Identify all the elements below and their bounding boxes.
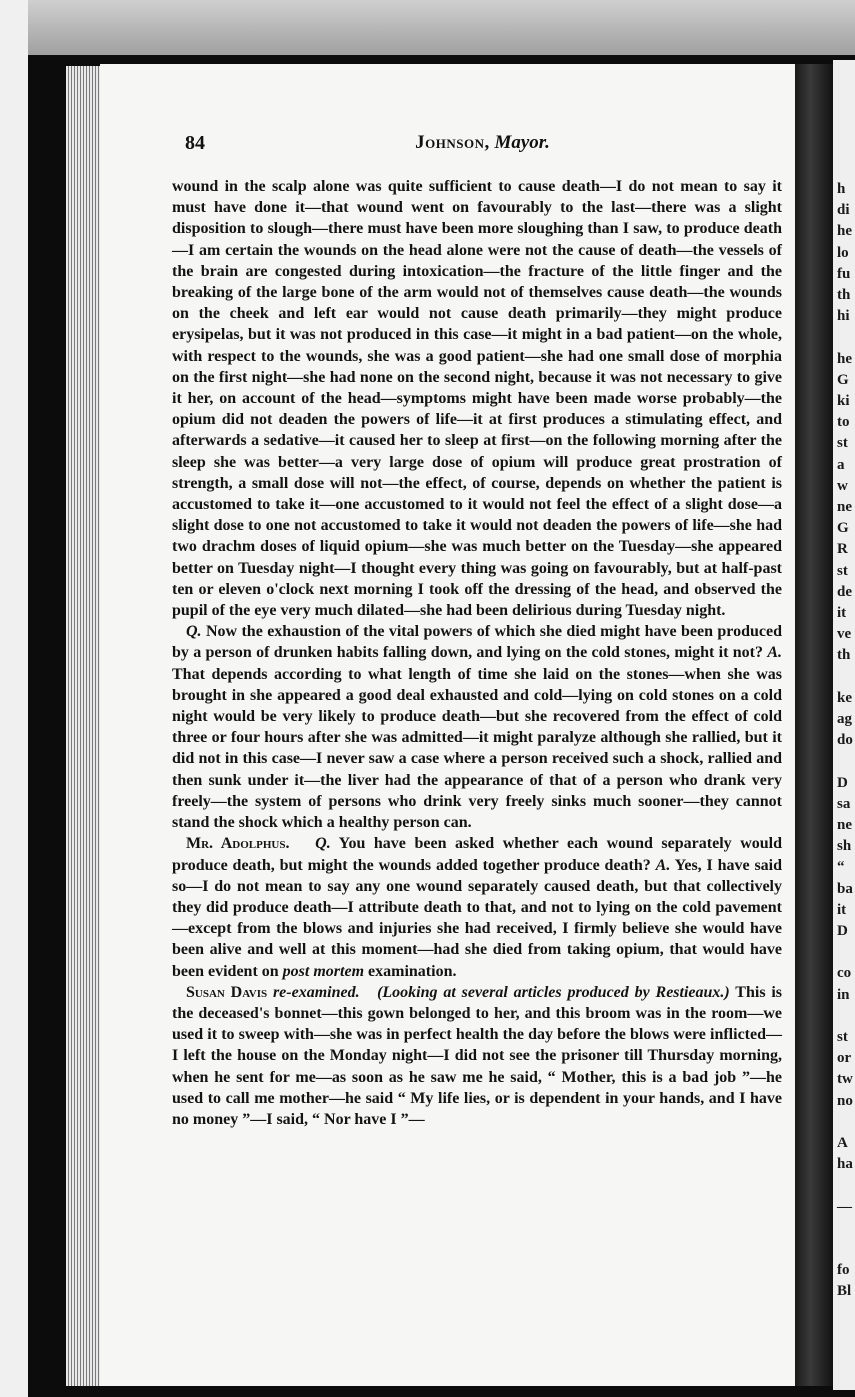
facing-page-fragment: do <box>837 732 853 749</box>
speaker-name: Mr. Adolphus. <box>186 835 290 853</box>
facing-page-fragment: G <box>837 520 849 537</box>
italic-term: post mortem <box>282 962 365 980</box>
facing-page-fragment: st <box>837 1029 848 1045</box>
cross-exam-paragraph <box>172 833 782 981</box>
facing-page-fragment: lo <box>837 244 849 261</box>
facing-page-fragment: de <box>837 583 852 600</box>
facing-page-fragment: sh <box>837 838 852 855</box>
witness-name: Susan Davis <box>186 983 268 1001</box>
facing-page-fragment: it <box>837 901 847 918</box>
facing-page-fragment: ke <box>837 689 852 706</box>
facing-page-fragment: ne <box>837 817 852 833</box>
scan-background <box>0 0 855 60</box>
book-gutter <box>795 64 833 1386</box>
running-title <box>185 132 780 154</box>
facing-page-fragment: in <box>837 986 850 1003</box>
facing-page-fragment: he <box>837 350 852 367</box>
witness-status: re-examined. <box>272 983 360 1001</box>
facing-page-fragment: D <box>837 923 848 939</box>
facing-page-fragment: fu <box>837 265 851 282</box>
facing-page-fragment: R <box>837 541 848 558</box>
answer-mark: A. <box>655 856 671 874</box>
facing-page-fragment: di <box>837 202 850 219</box>
running-header <box>185 132 780 156</box>
facing-page-fragment: co <box>837 965 852 982</box>
facing-page-fragment: ha <box>837 1156 853 1173</box>
facing-page-fragment: th <box>837 287 851 303</box>
facing-page-fragment: h <box>837 181 846 197</box>
facing-page-fragment: ba <box>837 880 853 897</box>
answer-text: That depends according to what length of time she laid on the stones—when she was brought in she appeared a good deal exhausted and cold—lying on cold stones on a cold night would be very likely to produce death—but she recovered from the effect of cold three or four hours after she was admitted—it might paralyze although she rallied, but it did not in this case—I never saw a case where a person received such a shock, rallied and then sunk under it—the liver had the appearance of that of a person who drank very freely—the system of persons who drink very freely sinks much sooner—they cannot stand the shock which a healthy person can. <box>172 665 782 832</box>
question-mark: Q. <box>315 835 331 853</box>
answer-mark: A. <box>767 644 782 662</box>
facing-page-fragment: fo <box>837 1262 850 1279</box>
answer-text-end: examination. <box>364 962 457 980</box>
question-text: Now the exhaustion of the vital powers of which she died might have been produced by a person of drunken habits falling down, and lying on the cold stones, might it not? <box>172 623 782 662</box>
question-text: You have been asked whether each wound separately would produce death, but might the wounds added together produce death? <box>172 835 782 874</box>
facing-page-fragment: A <box>837 1135 848 1151</box>
witness-paragraph <box>172 982 782 1130</box>
facing-page-fragment: or <box>837 1050 852 1067</box>
page-edges <box>66 66 102 1386</box>
facing-page-fragment: Bl <box>837 1283 852 1300</box>
facing-page-fragment: it <box>837 605 847 621</box>
witness-testimony: This is the deceased's bonnet—this gown belonged to her, and this broom was in the room—we used it to sweep with—she was in perfect health the day before the blows were inflicted—I left the house on the Monday night—I did not see the prisoner till Thursday morning, when he sent for me—as soon as he saw me he said, “ Mother, this is a bad job ”—he used to call me mother—he said “ My life lies, or is dependent in your hands, and I have no money ”—I said, “ Nor have I ”— <box>172 983 783 1128</box>
facing-page-fragment: no <box>837 1092 853 1109</box>
answer-text: Yes, I have said so—I do not mean to say any one wound separately caused death, but that collectively they did produce death—I attribute death to that, and not to lying on the cold pavement—except from the blows and injuries she had received, I firmly believe she would have been alive and well at this moment—had she died from taking opium, that would have been evident on <box>172 856 783 980</box>
facing-page-fragment: he <box>837 223 852 240</box>
scan-margin <box>0 0 28 1397</box>
facing-page-fragment: w <box>837 477 848 494</box>
question-mark: Q. <box>186 623 202 641</box>
facing-page-fragment: st <box>837 562 848 579</box>
facing-page-fragment: ve <box>837 626 852 643</box>
facing-page-fragment: G <box>837 371 849 388</box>
facing-page-fragment: sa <box>837 795 851 812</box>
facing-page-fragment: hi <box>837 308 850 325</box>
facing-page-fragment: a <box>837 456 845 473</box>
testimony-paragraph: wound in the scalp alone was quite sufficient to cause death—I do not mean to say it must have done it—that wound went on favourably to the last—there was a slight disposition to slough—there must have been more sloughing than I saw, to produce death—I am certain the wounds on the head alone were not the cause of death—the vessels of the brain are congested during intoxication—the fracture of the little finger and the breaking of the large bone of the arm would not of themselves cause death—the wounds on the cheek and left ear would not cause death primarily—they might produce erysipelas, but it was not produced in this case—it might in a bad patient—on the whole, with respect to the wounds, she was a good patient—she had one small dose of morphia on the first night—she had none on the second night, because it was not necessary to give it her, on account of the head—symptoms might have been made worse probably—the opium did not deaden the powers of life—it at first produces a stimulating effect, and afterwards a sedative—it caused her to sleep at first—on the following morning after the sleep she was better—a very large dose of opium will produce great prostration of strength, a small dose will not—the effect, of course, depends on whether the patient is accustomed to take it—one accustomed to it would not feel the effect of a slight dose—a slight dose to one not accustomed to take it would not deaden the powers of life—she had two drachm doses of liquid opium—she was much better on the Tuesday—she appeared better on Tuesday night—I thought every thing was going on favourably, but at half-past ten or eleven o'clock next morning I took off the dressing of the head, and observed the pupil of the eye very much dilated—she had been delirious during Tuesday night. <box>172 178 782 620</box>
facing-page-fragment: “ <box>837 859 845 876</box>
running-title-office: Mayor. <box>494 132 550 153</box>
facing-page-fragment: tw <box>837 1071 853 1088</box>
question-paragraph <box>172 621 782 833</box>
stage-direction: (Looking at several articles produced by Restieaux.) <box>377 983 730 1001</box>
facing-page-fragment: D <box>837 774 848 791</box>
facing-page-edge <box>833 60 855 1390</box>
running-title-name: Johnson, <box>415 132 490 153</box>
facing-page-fragment: ki <box>837 393 850 409</box>
facing-page-fragment: ne <box>837 499 852 515</box>
facing-page-fragment: to <box>837 414 850 431</box>
facing-page-fragment: st <box>837 435 848 452</box>
facing-page-fragment: — <box>837 1198 852 1215</box>
page-body <box>172 176 782 1130</box>
facing-page-fragment: ag <box>837 711 852 727</box>
facing-page-fragment: th <box>837 647 851 664</box>
page-number: 84 <box>185 132 205 154</box>
